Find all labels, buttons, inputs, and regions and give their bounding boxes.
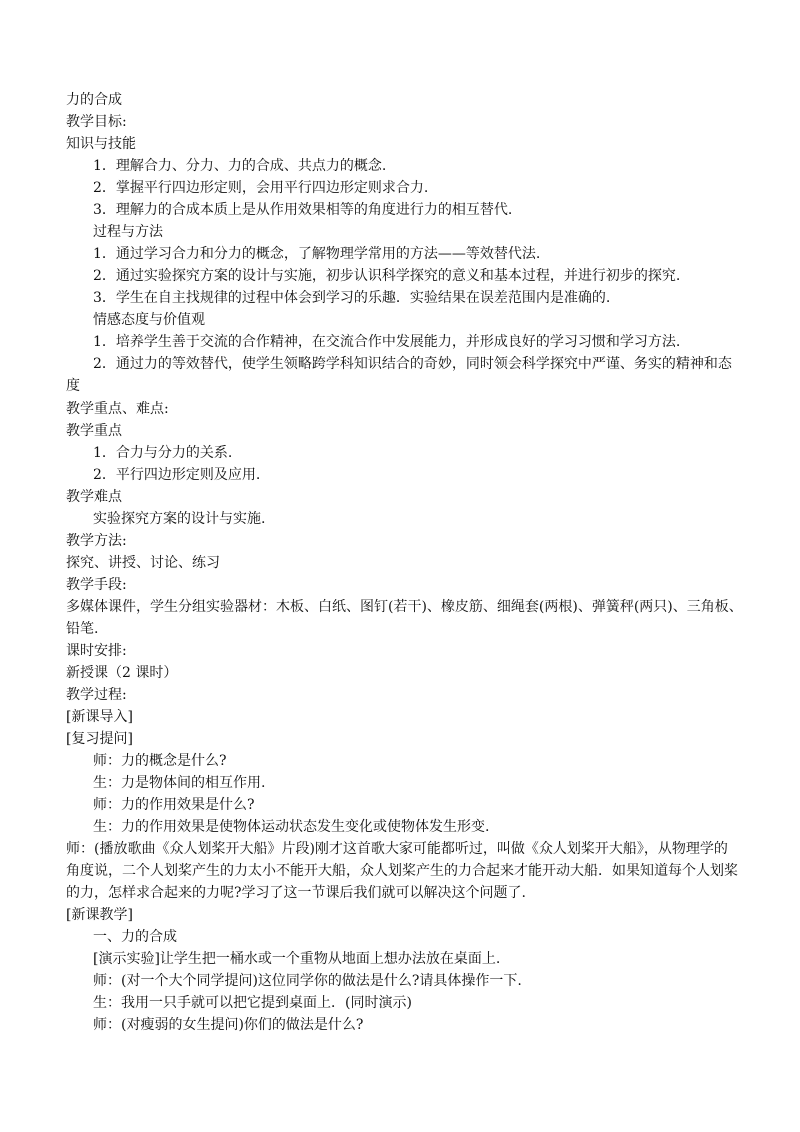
dialogue-line: 师：力的作用效果是什么? xyxy=(93,797,255,813)
new-lesson-label: [新课教学] xyxy=(66,907,133,923)
document-title: 力的合成 xyxy=(66,92,122,108)
methods-text: 探究、讲授、讨论、练习 xyxy=(66,555,220,571)
procedure-heading: 教学过程: xyxy=(66,687,127,703)
process-item: 2．通过实验探究方案的设计与实施，初步认识科学探究的意义和基本过程，并进行初步的探究. xyxy=(93,268,681,284)
methods-heading: 教学方法: xyxy=(66,533,127,549)
process-item: 3．学生在自主找规律的过程中体会到学习的乐趣．实验结果在误差范围内是准确的. xyxy=(93,290,611,306)
knowledge-item: 1．理解合力、分力、力的合成、共点力的概念. xyxy=(93,158,387,174)
dialogue-line: 生：力是物体间的相互作用. xyxy=(93,775,266,791)
intro-label: [新课导入] xyxy=(66,709,133,725)
schedule-text: 新授课（2 课时） xyxy=(66,665,178,681)
means-text: 多媒体课件，学生分组实验器材：木板、白纸、图钉(若干)、橡皮筋、细绳套(两根)、弹簧秤(两只)、三角板、铅笔. xyxy=(66,599,743,637)
review-label: [复习提问] xyxy=(66,731,133,747)
schedule-heading: 课时安排: xyxy=(66,643,127,659)
song-paragraph-line: 角度说，二个人划桨产生的力太小不能开大船，众人划桨产生的力合起来才能开动大船．如果知道每个人划桨 xyxy=(66,863,738,879)
key-point-item: 1．合力与分力的关系. xyxy=(93,445,233,461)
process-heading: 过程与方法 xyxy=(93,224,163,240)
demo-line: [演示实验]让学生把一桶水或一个重物从地面上想办法放在桌面上. xyxy=(93,951,501,967)
section-heading: 一、力的合成 xyxy=(93,929,177,945)
demo-line: 生：我用一只手就可以把它提到桌面上．(同时演示) xyxy=(93,995,412,1011)
knowledge-item: 3．理解力的合成本质上是从作用效果相等的角度进行力的相互替代. xyxy=(93,202,513,218)
demo-line: 师：(对一个大个同学提问)这位同学你的做法是什么?请具体操作一下. xyxy=(93,973,522,989)
knowledge-heading: 知识与技能 xyxy=(66,136,136,152)
difficult-point-item: 实验探究方案的设计与实施. xyxy=(93,511,266,527)
attitude-item-continued: 度 xyxy=(66,378,80,394)
knowledge-item: 2．掌握平行四边形定则，会用平行四边形定则求合力. xyxy=(93,180,429,196)
song-paragraph-line: 师：(播放歌曲《众人划桨开大船》片段)刚才这首歌大家可能都听过，叫做《众人划桨开大船》，从物理学的 xyxy=(66,841,728,857)
attitude-item: 1．培养学生善于交流的合作精神，在交流合作中发展能力，并形成良好的学习习惯和学习方法. xyxy=(93,334,681,350)
demo-line: 师：(对瘦弱的女生提问)你们的做法是什么? xyxy=(93,1017,364,1033)
dialogue-line: 生：力的作用效果是使物体运动状态发生变化或使物体发生形变. xyxy=(93,819,490,835)
attitude-item: 2．通过力的等效替代，使学生领略跨学科知识结合的奇妙，同时领会科学探究中严谨、务实的精神和态 xyxy=(93,356,732,372)
means-heading: 教学手段: xyxy=(66,577,127,593)
objectives-heading: 教学目标: xyxy=(66,114,127,130)
difficult-points-heading: 教学难点 xyxy=(66,489,122,505)
focus-heading: 教学重点、难点: xyxy=(66,401,169,417)
attitude-heading: 情感态度与价值观 xyxy=(93,312,205,328)
key-points-heading: 教学重点 xyxy=(66,423,122,439)
key-point-item: 2．平行四边形定则及应用. xyxy=(93,467,261,483)
song-paragraph-line: 的力，怎样求合起来的力呢?学习了这一节课后我们就可以解决这个问题了. xyxy=(66,885,526,901)
dialogue-line: 师：力的概念是什么? xyxy=(93,753,227,769)
process-item: 1．通过学习合力和分力的概念，了解物理学常用的方法——等效替代法. xyxy=(93,246,541,262)
